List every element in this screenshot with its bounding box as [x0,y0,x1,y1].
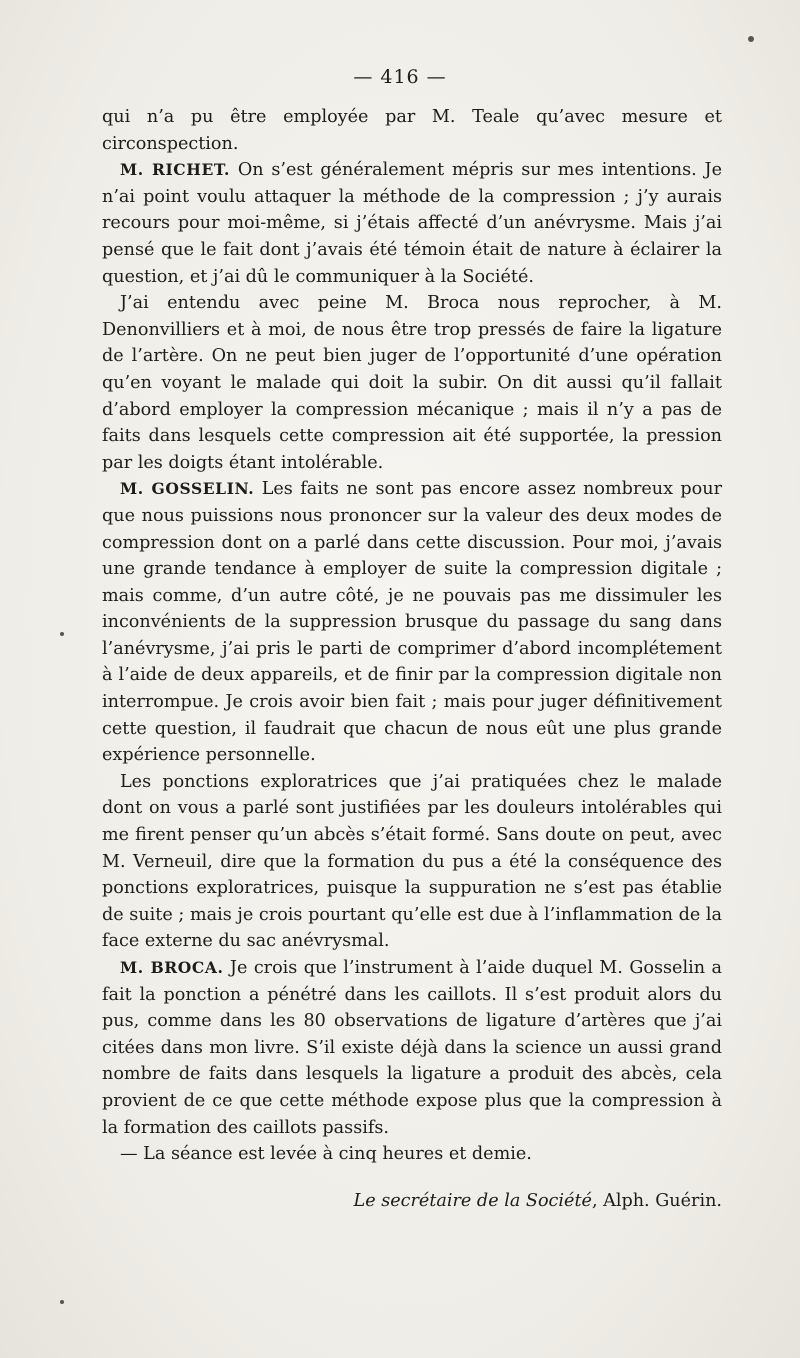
paragraph [102,290,722,476]
paragraph [102,1141,722,1168]
paragraph-text: Je crois que l’instrument à l’aide duquel M. Gosselin a fait la ponction a pénétré dans les caillots. Il s’est produit alors du pus, comme dans les 80 observations de ligature d’artères que j’ai citées dans mon livre. S’il existe déjà dans la science un aussi grand nombre de faits dans lesquels la ligature a produit des abcès, cela provient de ce que cette méthode expose plus que la compression à la formation des caillots passifs. [102,958,722,1138]
page-number: — 416 — [353,66,447,88]
paragraph-text: Les faits ne sont pas encore assez nombreux pour que nous puissions nous prononcer sur la valeur des deux modes de compression dont on a parlé dans cette discussion. Pour moi, j’avais une grande tendance à employer de suite la compression digitale ; mais comme, d’un autre côté, je ne pouvais pas me dissimuler les inconvénients de la suppression brusque du passage du sang dans l’anévrysme, j’ai pris le parti de comprimer d’abord incomplétement à l’aide de deux appareils, et de finir par la compression digitale non interrompue. Je crois avoir bien fait ; mais pour juger définitivement cette question, il faudrait que chacun de nous eût une plus grande expérience personnelle. [102,479,723,766]
speaker-name: M. GOSSELIN. [120,479,255,499]
signature-line [102,1188,722,1215]
paragraph-text: — La séance est levée à cinq heures et demie. [120,1144,532,1165]
ink-speck [60,632,64,636]
ink-speck [60,1300,64,1304]
paragraph-text: qui n’a pu être employée par M. Teale qu’avec mesure et circonspection. [102,107,722,154]
paragraph [102,104,722,157]
ink-speck [748,36,754,42]
page-body [102,104,722,1168]
paragraph-text: On s’est généralement mépris sur mes intentions. Je n’ai point voulu attaquer la méthode de la compression ; j’y aurais recours pour moi-même, si j’étais affecté d’un anévrysme. Mais j’ai pensé que le fait dont j’avais été témoin était de nature à éclairer la question, et j’ai dû le communiquer à la Société. [102,160,723,287]
paragraph-text: Les ponctions exploratrices que j’ai pratiquées chez le malade dont on vous a parlé sont justifiées par les douleurs intolérables qui me firent penser qu’un abcès s’était formé. Sans doute on peut, avec M. Verneuil, dire que la formation du pus a été la conséquence des ponctions exploratrices, puisque la suppuration ne s’est pas établie de suite ; mais je crois pourtant qu’elle est due à l’inflammation de la face externe du sac anévrysmal. [102,771,722,952]
paragraph [102,476,722,769]
paragraph [102,955,722,1141]
speaker-name: M. RICHET. [120,160,231,180]
paragraph-text: J’ai entendu avec peine M. Broca nous reprocher, à M. Denonvilliers et à moi, de nous être trop pressés de faire la ligature de l’artère. On ne peut bien juger de l’opportunité d’une opération qu’en voyant le malade qui doit la subir. On dit aussi qu’il fallait d’abord employer la compression mécanique ; mais il n’y a pas de faits dans lesquels cette compression ait été supportée, la pression par les doigts étant intolérable. [102,293,722,473]
speaker-name: M. BROCA. [120,958,224,977]
paragraph [102,769,722,955]
signature-title: Le secrétaire de la Société [353,1191,592,1211]
signature-name: , Alph. Guérin. [591,1191,722,1211]
paragraph [102,157,722,290]
